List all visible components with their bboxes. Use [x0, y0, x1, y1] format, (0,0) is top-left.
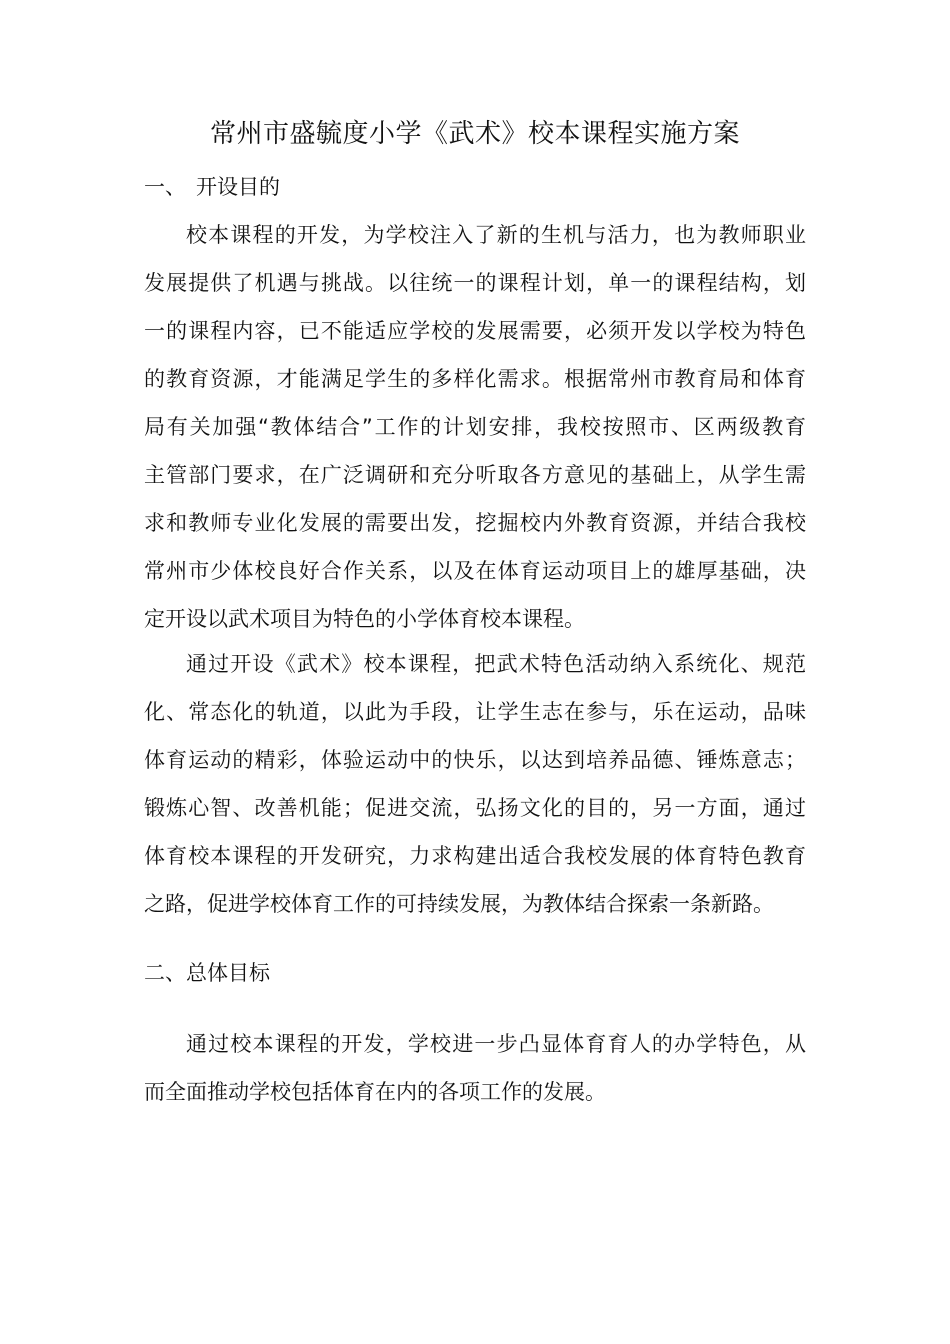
paragraph-line: 而全面推动学校包括体育在内的各项工作的发展。 [144, 1080, 606, 1104]
section-1-paragraph-2 [144, 640, 806, 928]
section-1-heading [144, 172, 280, 202]
paragraph-line: 校本课程的开发，为学校注入了新的生机与活力，也为教师职业 [186, 223, 806, 247]
paragraph-line: 体育校本课程的开发研究，力求构建出适合我校发展的体育特色教育 [144, 844, 806, 868]
paragraph-line: 发展提供了机遇与挑战。以往统一的课程计划，单一的课程结构，划 [144, 271, 806, 295]
paragraph-line: 体育运动的精彩，体验运动中的快乐，以达到培养品德、锤炼意志； [144, 748, 806, 772]
paragraph-line: 常州市少体校良好合作关系，以及在体育运动项目上的雄厚基础，决 [144, 559, 806, 583]
paragraph-line: 求和教师专业化发展的需要出发，挖掘校内外教育资源，并结合我校 [144, 511, 806, 535]
section-1-heading-text: 开设目的 [196, 175, 280, 199]
section-2-heading: 二、总体目标 [144, 961, 270, 985]
paragraph-line: 主管部门要求，在广泛调研和充分听取各方意见的基础上，从学生需 [144, 463, 806, 487]
paragraph-line: 通过开设《武术》校本课程，把武术特色活动纳入系统化、规范 [186, 652, 806, 676]
section-2-paragraph-1 [144, 1020, 806, 1116]
document-title: 常州市盛毓度小学《武术》校本课程实施方案 [209, 119, 740, 149]
paragraph-line: 定开设以武术项目为特色的小学体育校本课程。 [144, 607, 585, 631]
paragraph-line: 的教育资源，才能满足学生的多样化需求。根据常州市教育局和体育 [144, 367, 806, 391]
paragraph-line: 锻炼心智、改善机能；促进交流，弘扬文化的目的，另一方面，通过 [144, 796, 806, 820]
paragraph-line: 之路，促进学校体育工作的可持续发展，为教体结合探索一条新路。 [144, 892, 774, 916]
paragraph-line: 化、常态化的轨道，以此为手段，让学生志在参与，乐在运动，品味 [144, 700, 806, 724]
section-1-number: 一、 [144, 175, 186, 199]
paragraph-line: 通过校本课程的开发，学校进一步凸显体育育人的办学特色，从 [186, 1032, 806, 1056]
paragraph-line: 局有关加强“教体结合”工作的计划安排，我校按照市、区两级教育 [144, 415, 806, 439]
section-1-paragraph-1 [144, 211, 806, 643]
paragraph-line: 一的课程内容，已不能适应学校的发展需要，必须开发以学校为特色 [144, 319, 806, 343]
